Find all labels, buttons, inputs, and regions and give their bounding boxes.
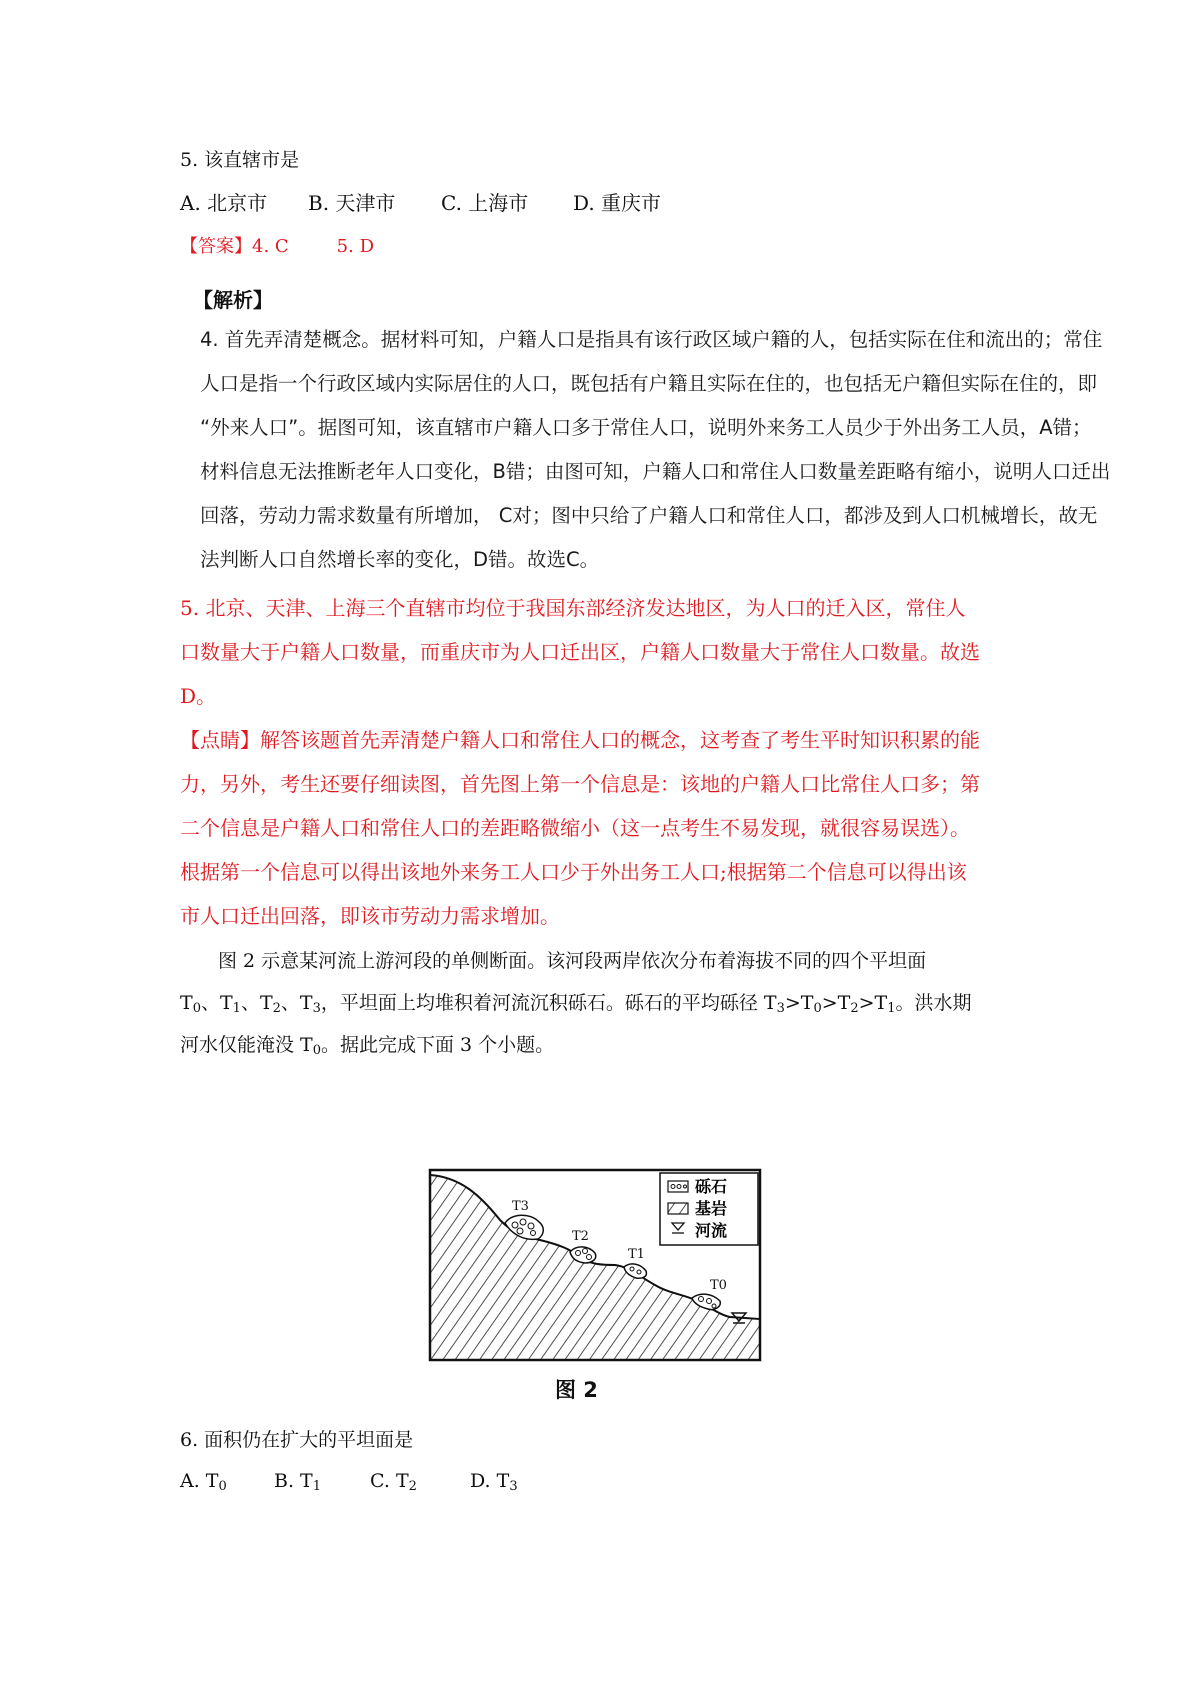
analysis-line: 材料信息无法推断老年人口变化，B错；由图可知，户籍人口和常住人口数量差距略有缩小，说明人口迁出: [200, 460, 1111, 483]
river-terrace-figure: [420, 1165, 820, 1370]
label-t2: T2: [572, 1229, 589, 1244]
legend-bedrock-label: 基岩: [695, 1199, 728, 1218]
answer-line: [180, 232, 374, 258]
legend-gravel-label: 砾石: [695, 1177, 728, 1196]
option-d: D. $T_3$: [470, 1470, 518, 1494]
analysis-line: 4. 首先弄清楚概念。据材料可知，户籍人口是指具有该行政区域户籍的人，包括实际在住和流出的；常住: [200, 328, 1103, 351]
q5-explanation-line: 5. 北京、天津、上海三个直辖市均位于我国东部经济发达地区，为人口的迁入区，常住人: [180, 596, 966, 620]
q5-explanation-line: D。: [180, 684, 217, 708]
legend-river-label: 河流: [695, 1221, 728, 1240]
answer-second: 5. D: [336, 236, 374, 257]
material-line-1: 图 2 示意某河流上游河段的单侧断面。该河段两岸依次分布着海拔不同的四个平坦面: [218, 950, 927, 972]
figure-caption: 图 2: [555, 1378, 598, 1402]
label-t1: T1: [628, 1247, 645, 1262]
analysis-label: 【解析】: [193, 288, 273, 312]
label-t0: T0: [710, 1278, 727, 1293]
question-5-stem: 5. 该直辖市是: [180, 149, 300, 171]
option-d: D. 重庆市: [573, 191, 662, 215]
question-6-options: [180, 1470, 518, 1492]
analysis-text: [200, 318, 1160, 582]
material-line-2: $T_0$、$T_1$、$T_2$、$T_3$，平坦面上均堆积着河流沉积砾石。砾石的平均砾径 $T_3>T_0>T_2>T_1$。洪水期: [180, 992, 972, 1016]
bedrock-legend-icon: [668, 1203, 688, 1214]
option-c: C. $T_2$: [370, 1470, 417, 1494]
tips-line: 市人口迁出回落，即该市劳动力需求增加。: [180, 904, 560, 928]
analysis-line: 回落，劳动力需求数量有所增加， C对；图中只给了户籍人口和常住人口，都涉及到人口机械增长，故无: [200, 504, 1098, 527]
tips-line: 二个信息是户籍人口和常住人口的差距略微缩小（这一点考生不易发现，就很容易误选）。: [180, 816, 970, 840]
material-text: [180, 940, 1050, 1066]
figure-legend: [660, 1173, 758, 1245]
answer-label: 【答案】4. C: [180, 236, 289, 257]
tips-line: 根据第一个信息可以得出该地外来务工人口少于外出务工人口;根据第二个信息可以得出该: [180, 860, 967, 884]
question-6-stem: 6. 面积仍在扩大的平坦面是: [180, 1429, 414, 1451]
q5-explanation-line: 口数量大于户籍人口数量，而重庆市为人口迁出区，户籍人口数量大于常住人口数量。故选: [180, 640, 980, 664]
option-b: B. $T_1$: [274, 1470, 321, 1494]
tips-line: 【点睛】解答该题首先弄清楚户籍人口和常住人口的概念，这考查了考生平时知识积累的能: [180, 728, 980, 752]
material-line-3: 河水仅能淹没 $T_0$。据此完成下面 3 个小题。: [180, 1034, 555, 1058]
q5-explanation: [180, 586, 1030, 718]
question-5-options: [180, 187, 661, 216]
option-a: A. $T_0$: [180, 1470, 227, 1494]
option-b: B. 天津市: [308, 191, 396, 215]
tips-line: 力，另外，考生还要仔细读图，首先图上第一个信息是：该地的户籍人口比常住人口多；第: [180, 772, 980, 796]
option-c: C. 上海市: [441, 191, 529, 215]
analysis-line: 人口是指一个行政区域内实际居住的人口，既包括有户籍且实际在住的，也包括无户籍但实际在住的，即: [200, 372, 1098, 395]
analysis-line: “外来人口”。据图可知，该直辖市户籍人口多于常住人口，说明外来务工人员少于外出务工人员，A错；: [200, 416, 1092, 439]
option-a: A. 北京市: [180, 191, 268, 215]
tips-section: [180, 718, 1030, 938]
analysis-line: 法判断人口自然增长率的变化，D错。故选C。: [200, 548, 600, 571]
label-t3: T3: [512, 1199, 529, 1214]
